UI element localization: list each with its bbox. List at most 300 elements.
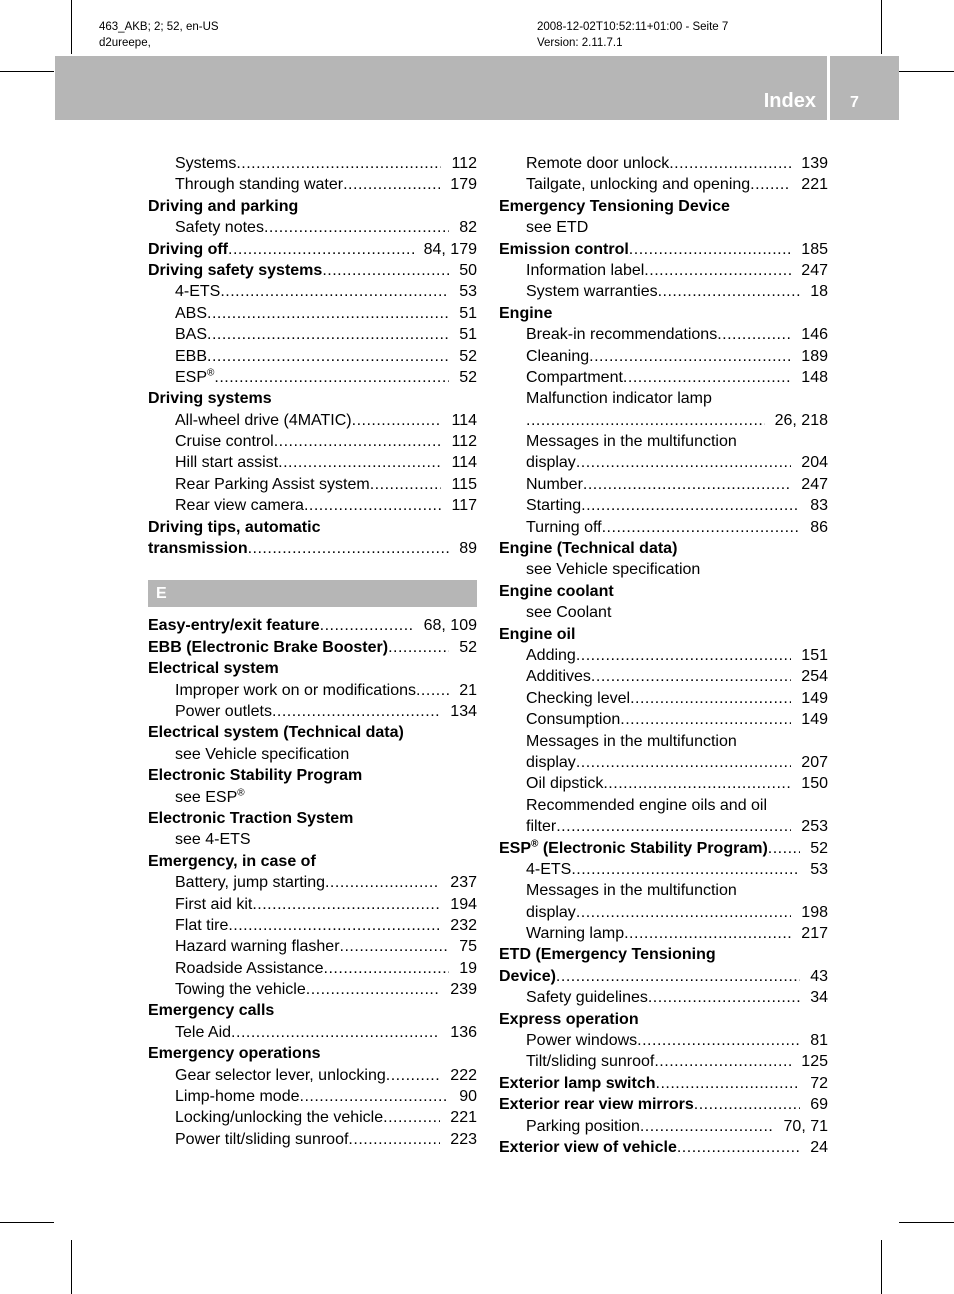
dot-leader <box>677 1137 800 1158</box>
index-entry <box>148 808 477 829</box>
index-entry <box>148 958 477 979</box>
entry-label: Driving and parking <box>148 197 299 215</box>
page-reference: 114 <box>451 454 477 472</box>
entry-text <box>526 517 602 538</box>
page-reference: 247 <box>801 475 828 493</box>
index-entry <box>499 153 828 174</box>
dot-leader <box>526 410 765 431</box>
page-reference: 146 <box>801 326 828 344</box>
entry-label: 4-ETS <box>526 860 572 878</box>
index-entry <box>499 388 828 409</box>
index-entry <box>148 1065 477 1086</box>
page-reference: 18 <box>810 283 828 301</box>
page-reference: 217 <box>801 925 828 943</box>
page-reference: 21 <box>459 681 477 699</box>
entry-label: Engine (Technical data) <box>499 540 678 558</box>
dot-leader <box>220 281 449 302</box>
dot-leader <box>656 1073 801 1094</box>
dot-leader <box>556 816 791 837</box>
entry-label: Turning off <box>526 518 602 536</box>
entry-text <box>526 1116 640 1137</box>
dot-leader <box>383 1107 440 1128</box>
dot-leader <box>322 260 449 281</box>
dot-leader <box>306 979 441 1000</box>
entry-label: ESP <box>175 368 208 386</box>
page-reference: 53 <box>810 860 828 878</box>
page-reference: 89 <box>459 540 477 558</box>
index-entry <box>148 474 477 495</box>
dot-leader <box>343 174 440 195</box>
index-entry <box>499 923 828 944</box>
dot-leader <box>750 174 791 195</box>
index-entry <box>499 666 828 687</box>
dot-leader <box>388 637 449 658</box>
entry-text <box>499 624 575 645</box>
index-entry <box>499 624 828 645</box>
dot-leader <box>348 1129 440 1150</box>
dot-leader <box>231 1022 440 1043</box>
entry-label: Cruise control <box>175 433 274 451</box>
entry-label: Rear view camera <box>175 497 304 515</box>
index-entry <box>499 1116 828 1137</box>
entry-text <box>175 1107 383 1128</box>
entry-text <box>499 538 677 559</box>
index-entry <box>148 1022 477 1043</box>
page-reference: 149 <box>801 689 828 707</box>
page-reference: 198 <box>801 903 828 921</box>
entry-label: First aid kit <box>175 895 253 913</box>
page-reference: 221 <box>801 176 828 194</box>
print-meta-line: d2ureepe, <box>99 37 151 49</box>
dot-leader <box>576 452 791 473</box>
page-reference: 239 <box>450 981 477 999</box>
entry-label: System warranties <box>526 283 658 301</box>
page-reference: 112 <box>451 155 477 172</box>
entry-label: Number <box>526 475 583 493</box>
entry-label: Remote door unlock <box>526 155 670 172</box>
index-group <box>148 615 477 1150</box>
entry-text <box>175 915 228 936</box>
entry-label: Battery, jump starting <box>175 874 325 892</box>
entry-label: see ESP <box>175 788 238 806</box>
index-entry <box>499 431 828 452</box>
dot-leader <box>416 680 449 701</box>
dot-leader <box>583 474 791 495</box>
entry-label: see Vehicle specification <box>526 561 701 579</box>
entry-text <box>526 709 620 730</box>
index-entry <box>499 517 828 538</box>
index-entry <box>499 688 828 709</box>
entry-label: see ETD <box>526 219 589 237</box>
dot-leader <box>320 615 414 636</box>
entry-text <box>175 1086 300 1107</box>
crop-mark <box>0 1222 54 1223</box>
entry-text <box>175 744 349 765</box>
entry-label: display <box>526 454 576 472</box>
entry-label: Oil dipstick <box>526 775 604 793</box>
index-entry <box>148 744 477 765</box>
crop-mark <box>881 1240 882 1294</box>
index-entry <box>148 1000 477 1021</box>
entry-label: Adding <box>526 646 576 664</box>
entry-label: Engine <box>499 304 553 322</box>
index-entry <box>499 324 828 345</box>
entry-text <box>175 936 340 957</box>
header-bar <box>55 56 827 120</box>
page-reference: 90 <box>459 1088 477 1106</box>
entry-text <box>526 474 583 495</box>
entry-label: Driving systems <box>148 390 272 408</box>
index-entry <box>148 431 477 452</box>
entry-label: Warning lamp <box>526 925 625 943</box>
dot-leader <box>694 1094 800 1115</box>
entry-text <box>175 303 207 324</box>
dot-leader <box>370 474 442 495</box>
page-reference: 253 <box>801 818 828 836</box>
page-reference: 189 <box>801 347 828 365</box>
entry-text <box>526 666 591 687</box>
dot-leader <box>571 859 800 880</box>
entry-text <box>526 795 767 816</box>
page-reference: 254 <box>801 668 828 686</box>
page-reference: 84, 179 <box>423 240 477 258</box>
entry-text <box>175 324 207 345</box>
page-reference: 134 <box>450 702 477 720</box>
dot-leader <box>589 346 791 367</box>
print-meta-line: Version: 2.11.7.1 <box>537 37 623 49</box>
index-entry <box>499 581 828 602</box>
entry-text <box>148 637 388 658</box>
entry-label: EBB <box>175 347 208 365</box>
entry-label: Express operation <box>499 1010 639 1028</box>
entry-label: EBB (Electronic Brake Booster) <box>148 638 389 656</box>
entry-text <box>148 851 316 872</box>
index-entry <box>148 658 477 679</box>
page-reference: 81 <box>810 1032 828 1050</box>
index-entry <box>499 1051 828 1072</box>
registered-mark: ® <box>237 787 245 799</box>
page-reference: 185 <box>801 240 828 258</box>
entry-label: Tailgate, unlocking and opening <box>526 176 751 194</box>
entry-label: Gear selector lever, unlocking <box>175 1066 386 1084</box>
page-reference: 151 <box>801 646 828 664</box>
entry-text <box>175 346 207 367</box>
index-entry <box>148 281 477 302</box>
entry-text <box>148 765 362 786</box>
entry-text <box>526 902 576 923</box>
entry-text <box>499 1094 694 1115</box>
page-reference: 237 <box>450 874 477 892</box>
index-entry <box>499 1030 828 1051</box>
entry-label: Additives <box>526 668 591 686</box>
index-group <box>499 153 828 1158</box>
page-reference: 150 <box>801 775 828 793</box>
index-entry <box>148 324 477 345</box>
index-entry <box>148 637 477 658</box>
crop-mark <box>899 1222 954 1223</box>
page-reference: 222 <box>450 1066 477 1084</box>
entry-text <box>526 880 737 901</box>
page-reference: 52 <box>459 347 477 365</box>
print-meta-left <box>99 19 219 51</box>
page-reference: 68, 109 <box>423 617 477 635</box>
dot-leader <box>324 958 450 979</box>
entry-text <box>526 859 571 880</box>
index-entry <box>499 602 828 623</box>
dot-leader <box>248 538 450 559</box>
entry-label: Exterior rear view mirrors <box>499 1096 694 1114</box>
index-entry <box>499 495 828 516</box>
entry-text <box>175 1022 231 1043</box>
dot-leader <box>228 915 440 936</box>
dot-leader <box>640 1116 774 1137</box>
registered-mark: ® <box>207 367 215 379</box>
entry-label-tail: (Electronic Stability Program) <box>538 839 768 857</box>
entry-label: Checking level <box>526 689 631 707</box>
entry-text <box>148 260 322 281</box>
index-entry <box>499 559 828 580</box>
entry-label: Compartment <box>526 368 623 386</box>
index-entry <box>499 1137 828 1158</box>
index-entry <box>499 452 828 473</box>
entry-label: Power tilt/sliding sunroof <box>175 1130 349 1148</box>
index-entry <box>148 936 477 957</box>
entry-label: Engine coolant <box>499 582 614 600</box>
page-reference: 19 <box>459 959 477 977</box>
entry-text <box>175 410 352 431</box>
index-entry <box>499 410 828 431</box>
entry-label: ABS <box>175 304 208 322</box>
page-reference: 148 <box>801 368 828 386</box>
entry-label: Easy-entry/exit feature <box>148 617 320 635</box>
index-entry <box>499 1073 828 1094</box>
index-entry <box>499 816 828 837</box>
crop-mark <box>881 0 882 54</box>
entry-text <box>526 452 576 473</box>
page-reference: 52 <box>459 638 477 656</box>
entry-text <box>499 239 629 260</box>
entry-label: Messages in the multifunction <box>526 433 737 451</box>
index-entry <box>148 153 477 174</box>
dot-leader <box>629 239 792 260</box>
entry-label: Driving tips, automatic <box>148 518 321 536</box>
entry-text <box>175 701 272 722</box>
index-entry <box>148 894 477 915</box>
dot-leader <box>603 773 791 794</box>
index-entry <box>499 260 828 281</box>
page-reference: 117 <box>451 497 477 515</box>
print-meta-line: 2008-12-02T10:52:11+01:00 - Seite 7 <box>537 21 729 33</box>
entry-label: Safety notes <box>175 219 264 237</box>
entry-text <box>175 1065 386 1086</box>
index-entry <box>148 346 477 367</box>
index-entry <box>499 709 828 730</box>
index-entry <box>499 281 828 302</box>
index-entry <box>148 1086 477 1107</box>
entry-text <box>526 495 581 516</box>
entry-label: transmission <box>148 540 248 558</box>
page-reference: 232 <box>450 916 477 934</box>
page-reference: 139 <box>801 155 828 172</box>
crop-mark <box>0 71 54 72</box>
index-entry <box>499 773 828 794</box>
index-entry <box>499 859 828 880</box>
index-entry <box>499 752 828 773</box>
entry-text <box>526 987 648 1008</box>
crop-mark <box>71 0 72 54</box>
index-entry <box>499 217 828 238</box>
entry-label: Emission control <box>499 240 629 258</box>
entry-label: Towing the vehicle <box>175 981 306 999</box>
index-entry <box>148 851 477 872</box>
page-reference: 149 <box>801 711 828 729</box>
index-entry <box>148 722 477 743</box>
entry-text <box>175 495 304 516</box>
index-entry <box>148 538 477 559</box>
index-entry <box>499 645 828 666</box>
dot-leader <box>576 645 791 666</box>
page-reference: 51 <box>459 326 477 344</box>
entry-label: Malfunction indicator lamp <box>526 390 712 408</box>
entry-label: 4-ETS <box>175 283 221 301</box>
dot-leader <box>214 367 449 388</box>
index-entry <box>148 239 477 260</box>
dot-leader <box>637 1030 800 1051</box>
dot-leader <box>576 902 791 923</box>
entry-text <box>526 559 700 580</box>
entry-label: Emergency Tensioning Device <box>499 197 730 215</box>
page-reference: 53 <box>459 283 477 301</box>
print-meta-right <box>537 19 728 51</box>
page-reference: 75 <box>459 938 477 956</box>
entry-text <box>526 431 737 452</box>
entry-label: Emergency calls <box>148 1002 275 1020</box>
dot-leader <box>264 217 449 238</box>
entry-label: Exterior view of vehicle <box>499 1138 677 1156</box>
index-entry <box>148 452 477 473</box>
dot-leader <box>669 153 791 174</box>
dot-leader <box>340 936 450 957</box>
dot-leader <box>386 1065 441 1086</box>
index-entry <box>499 944 828 965</box>
index-entry <box>499 838 828 859</box>
dot-leader <box>252 894 440 915</box>
entry-label: Roadside Assistance <box>175 959 324 977</box>
entry-text <box>526 602 611 623</box>
entry-label: Electronic Stability Program <box>148 767 363 785</box>
entry-label: Starting <box>526 497 582 515</box>
dot-leader <box>648 987 800 1008</box>
entry-label: Messages in the multifunction <box>526 732 737 750</box>
entry-text <box>526 217 588 238</box>
entry-text <box>499 966 556 987</box>
page-reference: 86 <box>810 518 828 536</box>
entry-label: Power outlets <box>175 702 272 720</box>
entry-text <box>526 367 623 388</box>
dot-leader <box>654 1051 791 1072</box>
entry-text <box>175 872 325 893</box>
entry-text <box>526 174 750 195</box>
dot-leader <box>228 239 414 260</box>
section-spacer <box>148 559 477 580</box>
entry-text <box>148 722 404 743</box>
dot-leader <box>624 923 791 944</box>
entry-text <box>175 452 278 473</box>
entry-label: Hazard warning flasher <box>175 938 340 956</box>
dot-leader <box>768 838 800 859</box>
dot-leader <box>602 517 801 538</box>
entry-label: see Coolant <box>526 604 612 622</box>
index-entry <box>148 410 477 431</box>
index-entry <box>499 367 828 388</box>
dot-leader <box>236 153 441 174</box>
entry-text <box>175 979 306 1000</box>
entry-text <box>148 615 320 636</box>
entry-label: Consumption <box>526 711 621 729</box>
entry-label: Tele Aid <box>175 1023 232 1041</box>
entry-text <box>499 1009 639 1030</box>
entry-text <box>526 153 669 174</box>
entry-label: Device) <box>499 967 556 985</box>
index-entry <box>148 872 477 893</box>
entry-text <box>499 944 716 965</box>
index-entry <box>499 239 828 260</box>
index-entry <box>499 346 828 367</box>
index-entry <box>148 1107 477 1128</box>
entry-text <box>526 388 712 409</box>
entry-label: Engine oil <box>499 625 576 643</box>
entry-text <box>175 217 264 238</box>
entry-label: Exterior lamp switch <box>499 1074 656 1092</box>
entry-text <box>175 680 416 701</box>
entry-label: Driving off <box>148 240 228 258</box>
entry-label: ETD (Emergency Tensioning <box>499 946 716 964</box>
index-group <box>148 153 477 559</box>
crop-mark <box>71 1240 72 1294</box>
entry-label: Rear Parking Assist system <box>175 475 370 493</box>
entry-label: see 4-ETS <box>175 831 251 849</box>
page-reference: 26, 218 <box>774 411 828 429</box>
page-reference: 136 <box>450 1023 477 1041</box>
page-reference: 24 <box>810 1138 828 1156</box>
page-reference: 52 <box>459 368 477 386</box>
entry-text <box>175 431 274 452</box>
page-reference: 52 <box>810 839 828 857</box>
entry-text <box>526 281 658 302</box>
dot-leader <box>304 495 442 516</box>
dot-leader <box>352 410 442 431</box>
entry-text <box>526 923 624 944</box>
dot-leader <box>278 452 441 473</box>
entry-text <box>175 829 251 850</box>
entry-text <box>148 538 248 559</box>
dot-leader <box>630 688 791 709</box>
entry-text <box>526 1051 654 1072</box>
dot-leader <box>274 431 442 452</box>
index-entry <box>148 260 477 281</box>
index-entry <box>499 174 828 195</box>
page-reference: 179 <box>450 176 477 194</box>
crop-mark <box>899 71 954 72</box>
entry-label: ESP <box>499 839 532 857</box>
page-reference: 112 <box>451 433 477 451</box>
entry-label: filter <box>526 818 557 836</box>
entry-text <box>499 196 730 217</box>
entry-text <box>499 1073 656 1094</box>
index-entry <box>148 495 477 516</box>
dot-leader <box>658 281 801 302</box>
entry-label: All-wheel drive (4MATIC) <box>175 411 352 429</box>
